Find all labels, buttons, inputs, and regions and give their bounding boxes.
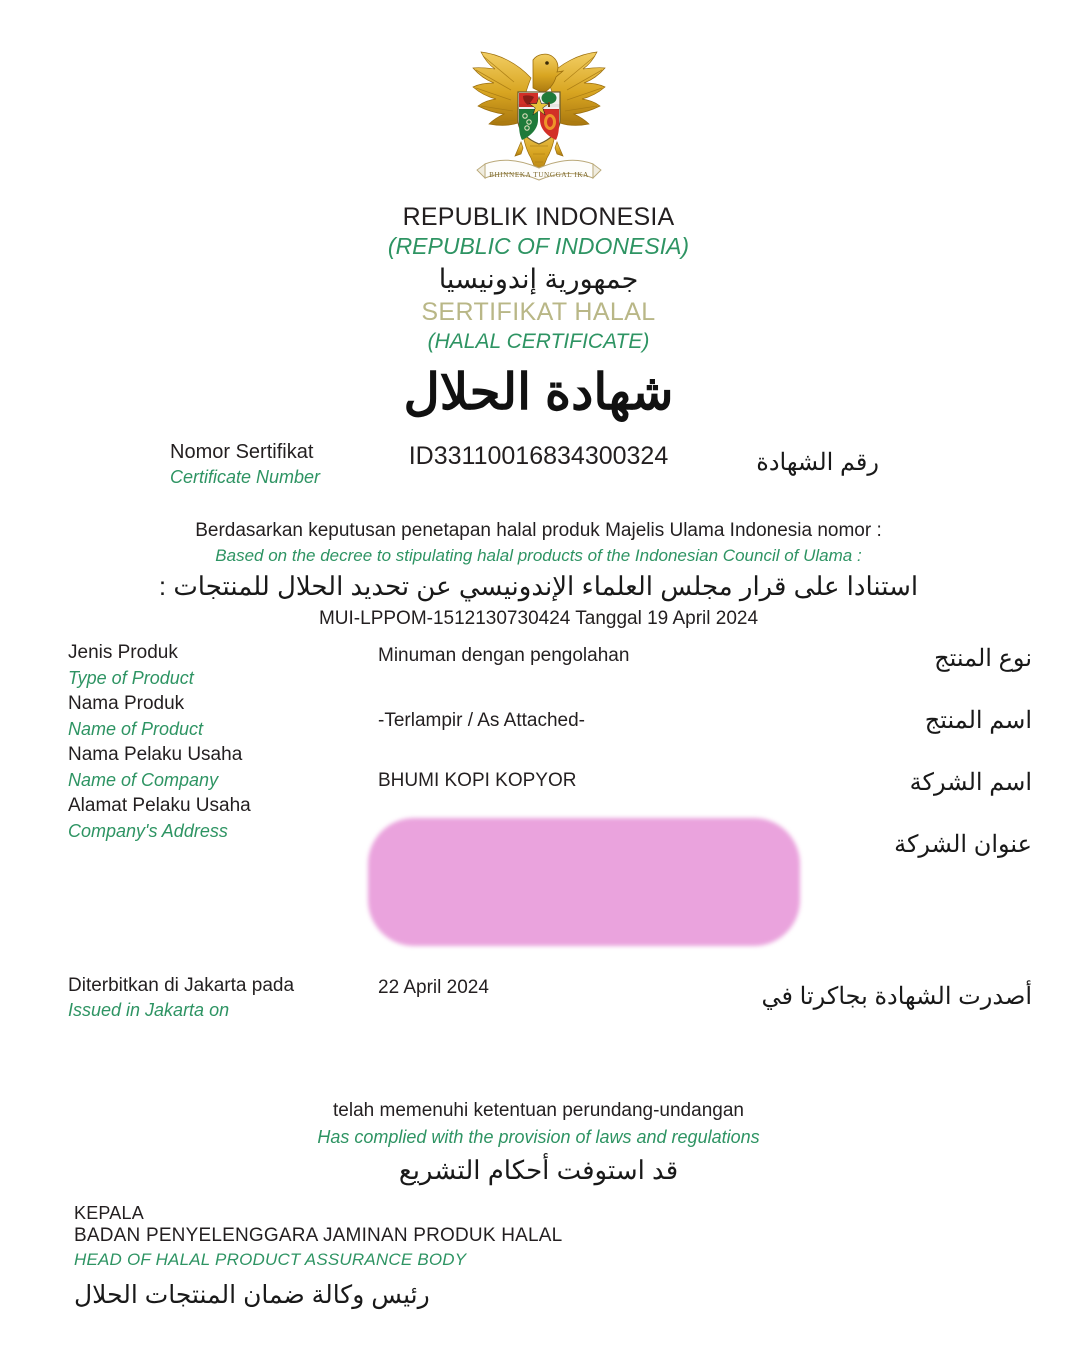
decree-block xyxy=(0,518,1077,633)
label-company-address-id: Alamat Pelaku Usaha xyxy=(68,795,251,816)
certificate-number-label-en: Certificate Number xyxy=(170,467,321,487)
certificate-number-label-id: Nomor Sertifikat xyxy=(170,441,314,463)
certificate-number-label-ar: رقم الشهادة xyxy=(756,449,879,476)
detail-labels-column xyxy=(68,640,368,844)
certificate-number-value: ID33110016834300324 xyxy=(408,442,669,470)
issued-date-value: 22 April 2024 xyxy=(378,977,489,998)
compliance-line-en: Has complied with the provision of laws and regulations xyxy=(317,1127,760,1147)
label-name-of-company-en: Name of Company xyxy=(68,770,219,790)
compliance-line-ar: قد استوفت أحكام التشريع xyxy=(398,1155,679,1185)
halal-certificate-title-ar: شهادة الحلال xyxy=(403,364,674,420)
decree-line-id: Berdasarkan keputusan penetapan halal produk Majelis Ulama Indonesia nomor : xyxy=(195,520,882,541)
issued-row xyxy=(0,974,1077,1030)
value-name-of-product: -Terlampir / As Attached- xyxy=(378,710,585,731)
signature-body-ar: رئيس وكالة ضمان المنتجات الحلال xyxy=(74,1281,430,1309)
certificate-header xyxy=(0,202,1077,356)
svg-text:BHINNEKA TUNGGAL IKA: BHINNEKA TUNGGAL IKA xyxy=(488,171,589,179)
decree-number: MUI-LPPOM-1512130730424 Tanggal 19 April 2024 xyxy=(318,608,759,629)
country-name-id: REPUBLIK INDONESIA xyxy=(402,203,675,231)
address-redaction-blob xyxy=(368,818,800,946)
issued-label-en: Issued in Jakarta on xyxy=(68,1000,230,1020)
country-name-en: (REPUBLIC OF INDONESIA) xyxy=(387,233,690,259)
compliance-line-id: telah memenuhi ketentuan perundang-undangan xyxy=(333,1100,744,1121)
label-type-of-product-ar: نوع المنتج xyxy=(934,645,1032,672)
decree-line-en: Based on the decree to stipulating halal products of the Indonesian Council of Ulama : xyxy=(215,546,862,565)
label-name-of-product-ar: اسم المنتج xyxy=(924,707,1032,734)
signature-body-en: HEAD OF HALAL PRODUCT ASSURANCE BODY xyxy=(74,1250,467,1269)
issued-label-id: Diterbitkan di Jakarta pada xyxy=(68,975,295,996)
decree-line-ar: استنادا على قرار مجلس العلماء الإندونيسي عن تحديد الحلال للمنتجات : xyxy=(158,571,919,601)
certificate-type-en: (HALAL CERTIFICATE) xyxy=(427,330,650,353)
issued-label-ar: أصدرت الشهادة بجاكرتا في xyxy=(761,983,1032,1010)
signature-body-id: BADAN PENYELENGGARA JAMINAN PRODUK HALAL xyxy=(74,1225,563,1246)
label-company-address-ar: عنوان الشركة xyxy=(894,831,1032,858)
label-name-of-product-en: Name of Product xyxy=(68,719,204,739)
certificate-number-row xyxy=(0,440,1077,496)
label-name-of-company-id: Nama Pelaku Usaha xyxy=(68,744,243,765)
label-type-of-product-en: Type of Product xyxy=(68,668,194,688)
label-name-of-product-id: Nama Produk xyxy=(68,693,185,714)
emblem-container xyxy=(0,38,1077,201)
country-name-ar: جمهورية إندونيسيا xyxy=(438,264,639,294)
value-name-of-company: BHUMI KOPI KOPYOR xyxy=(378,770,577,791)
certificate-type-id: SERTIFIKAT HALAL xyxy=(421,298,656,326)
label-company-address-en: Company's Address xyxy=(68,821,228,841)
label-type-of-product-id: Jenis Produk xyxy=(68,642,178,663)
issued-label xyxy=(68,974,294,1022)
value-type-of-product: Minuman dengan pengolahan xyxy=(378,645,630,666)
label-name-of-company-ar: اسم الشركة xyxy=(909,769,1032,796)
signature-block xyxy=(74,1202,562,1316)
signature-kepala: KEPALA xyxy=(74,1203,144,1223)
garuda-pancasila-emblem xyxy=(459,38,619,196)
compliance-block xyxy=(0,1098,1077,1190)
